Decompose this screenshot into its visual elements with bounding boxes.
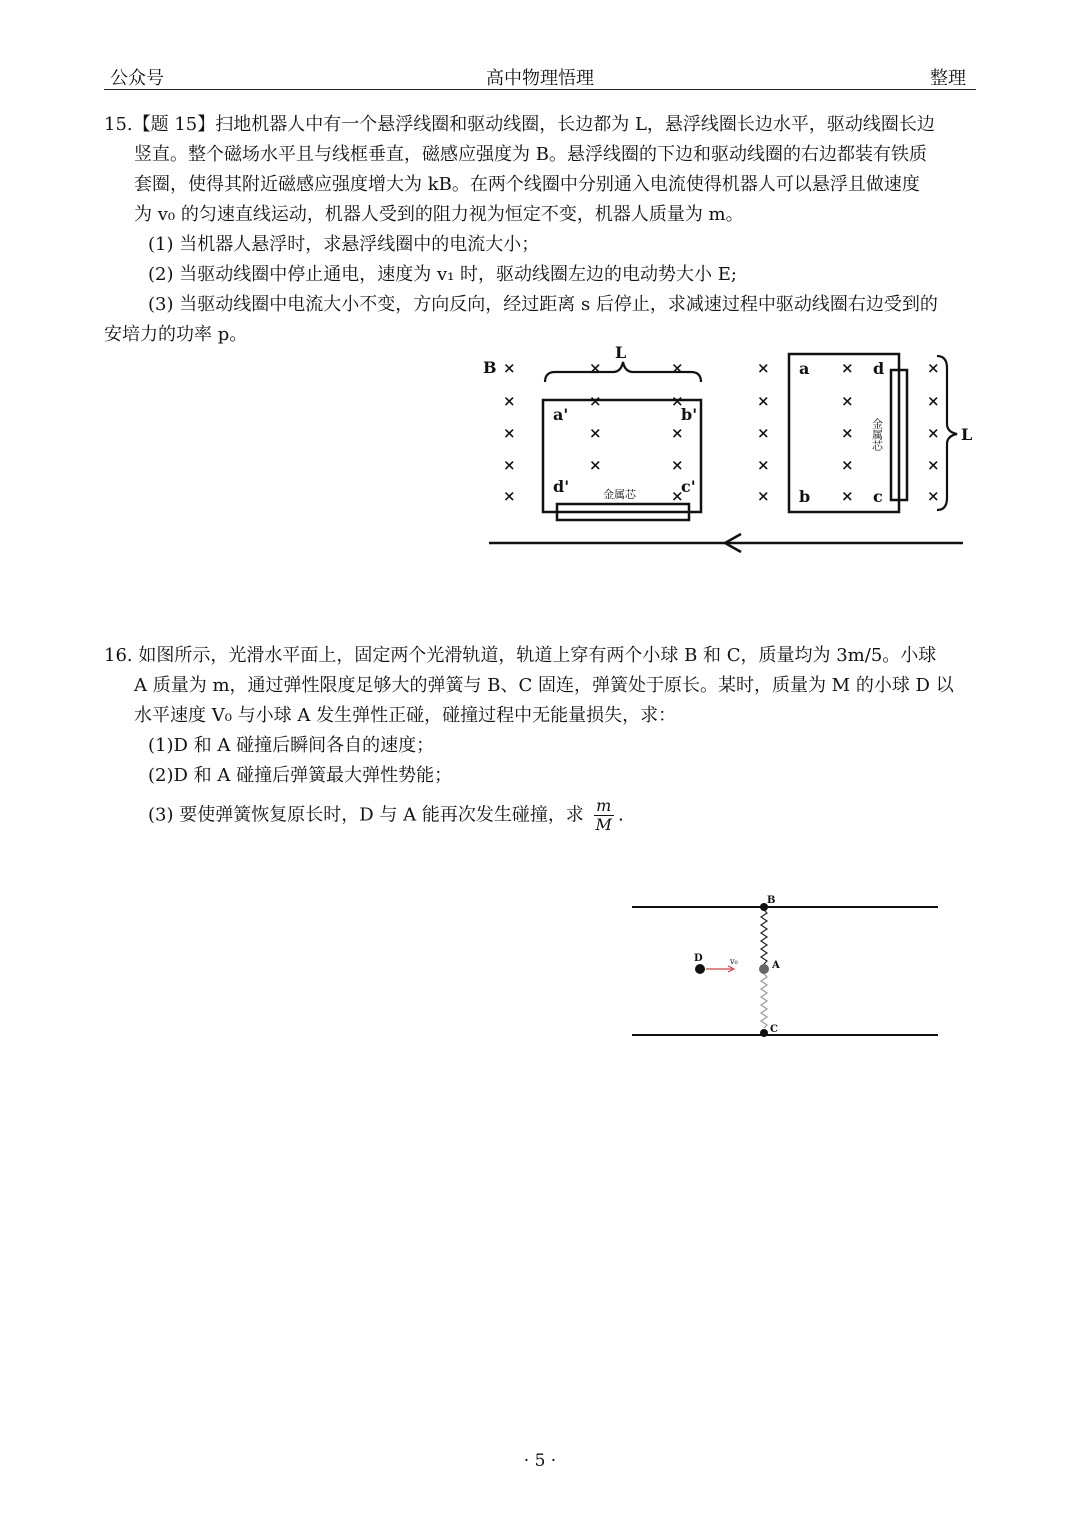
field-cross: × xyxy=(671,392,684,410)
ball-C xyxy=(760,1029,768,1037)
field-cross: × xyxy=(927,424,940,442)
label-ball-C: C xyxy=(770,1024,778,1035)
label-ball-B: B xyxy=(767,895,776,906)
label-ball-D: D xyxy=(694,953,703,964)
header-divider xyxy=(104,89,976,90)
field-cross: × xyxy=(757,424,770,442)
label-L-right: L xyxy=(961,425,973,444)
header-right: 整理 xyxy=(930,68,966,89)
label-metal-core-h: 金属芯 xyxy=(603,488,636,501)
q15-subquestion-1: (1) 当机器人悬浮时，求悬浮线圈中的电流大小； xyxy=(148,234,540,255)
label-c: c xyxy=(873,487,883,506)
q15-line: 为 v₀ 的匀速直线运动，机器人受到的阻力视为恒定不变，机器人质量为 m。 xyxy=(134,204,744,225)
q15-subquestion-3: (3) 当驱动线圈中电流大小不变，方向反向，经过距离 s 后停止，求减速过程中驱动线圈右边受到的 xyxy=(148,294,938,315)
q15-subquestion-3-cont: 安培力的功率 p。 xyxy=(104,324,248,345)
field-cross: × xyxy=(841,487,854,505)
field-cross: × xyxy=(841,424,854,442)
field-cross: × xyxy=(757,359,770,377)
field-cross: × xyxy=(927,456,940,474)
fraction-denominator: M xyxy=(595,815,612,834)
field-cross: × xyxy=(589,359,602,377)
header-title: 高中物理悟理 xyxy=(486,68,594,89)
q15-subquestion-2: (2) 当驱动线圈中停止通电，速度为 v₁ 时，驱动线圈左边的电动势大小 E; xyxy=(148,264,737,285)
field-cross: × xyxy=(503,359,516,377)
header-left: 公众号 xyxy=(110,68,164,89)
field-cross: × xyxy=(927,487,940,505)
q15-line: 15.【题 15】扫地机器人中有一个悬浮线圈和驱动线圈，长边都为 L，悬浮线圈长边水平，驱动线圈长边 xyxy=(104,114,935,135)
label-c-prime: c' xyxy=(681,477,696,496)
spring-upper xyxy=(761,910,767,964)
q16-line: A 质量为 m，通过弹性限度足够大的弹簧与 B、C 固连，弹簧处于原长。某时，质量为 M 的小球 D 以 xyxy=(134,675,954,696)
field-cross: × xyxy=(757,392,770,410)
label-L-top: L xyxy=(615,343,627,362)
field-cross: × xyxy=(757,487,770,505)
question-15 xyxy=(104,110,980,350)
field-cross: × xyxy=(841,392,854,410)
field-cross: × xyxy=(503,456,516,474)
q16-subquestion-1: (1)D 和 A 碰撞后瞬间各自的速度； xyxy=(148,735,435,756)
label-B: B xyxy=(483,358,497,377)
label-b-prime: b' xyxy=(681,405,698,424)
label-metal-core-v: 金属芯 xyxy=(870,418,884,451)
q15-figure xyxy=(475,340,995,580)
question-16 xyxy=(104,641,980,834)
q16-subquestion-2: (2)D 和 A 碰撞后弹簧最大弹性势能； xyxy=(148,765,453,786)
field-cross: × xyxy=(589,392,602,410)
label-d: d xyxy=(873,359,885,378)
fraction-tail: . xyxy=(617,804,624,826)
q16-line: 16. 如图所示，光滑水平面上，固定两个光滑轨道，轨道上穿有两个小球 B 和 C，质量均为 3m/5。小球 xyxy=(104,645,937,666)
field-cross: × xyxy=(927,392,940,410)
label-v0: v₀ xyxy=(730,957,738,966)
ball-D xyxy=(695,964,705,974)
field-cross: × xyxy=(503,487,516,505)
field-cross: × xyxy=(671,359,684,377)
field-cross: × xyxy=(589,424,602,442)
field-cross: × xyxy=(589,456,602,474)
label-b: b xyxy=(799,487,811,506)
q16-figure xyxy=(628,888,948,1048)
spring-lower xyxy=(761,974,767,1028)
brace-right xyxy=(937,356,957,510)
field-cross: × xyxy=(671,487,684,505)
q15-line: 竖直。整个磁场水平且与线框垂直，磁感应强度为 B。悬浮线圈的下边和驱动线圈的右边都装有铁质 xyxy=(134,144,927,165)
field-cross: × xyxy=(841,359,854,377)
field-cross: × xyxy=(757,456,770,474)
label-a-prime: a' xyxy=(553,405,569,424)
label-d-prime: d' xyxy=(553,477,570,496)
q16-subquestion-3-text: (3) 要使弹簧恢复原长时，D 与 A 能再次发生碰撞，求 xyxy=(148,804,584,826)
field-cross: × xyxy=(671,456,684,474)
field-cross: × xyxy=(927,359,940,377)
fraction-numerator: m xyxy=(594,797,614,816)
q16-line: 水平速度 V₀ 与小球 A 发生弹性正碰，碰撞过程中无能量损失，求： xyxy=(134,705,677,726)
field-cross: × xyxy=(841,456,854,474)
q16-subquestion-3 xyxy=(104,797,980,834)
fraction-m-over-M xyxy=(594,797,614,834)
q15-line: 套圈，使得其附近磁感应强度增大为 kB。在两个线圈中分别通入电流使得机器人可以悬浮且做速度 xyxy=(134,174,920,195)
label-ball-A: A xyxy=(772,960,780,971)
label-a: a xyxy=(799,359,810,378)
field-cross: × xyxy=(671,424,684,442)
field-cross: × xyxy=(503,424,516,442)
page-number: · 5 · xyxy=(523,1451,557,1471)
ball-A xyxy=(759,964,769,974)
field-cross: × xyxy=(503,392,516,410)
